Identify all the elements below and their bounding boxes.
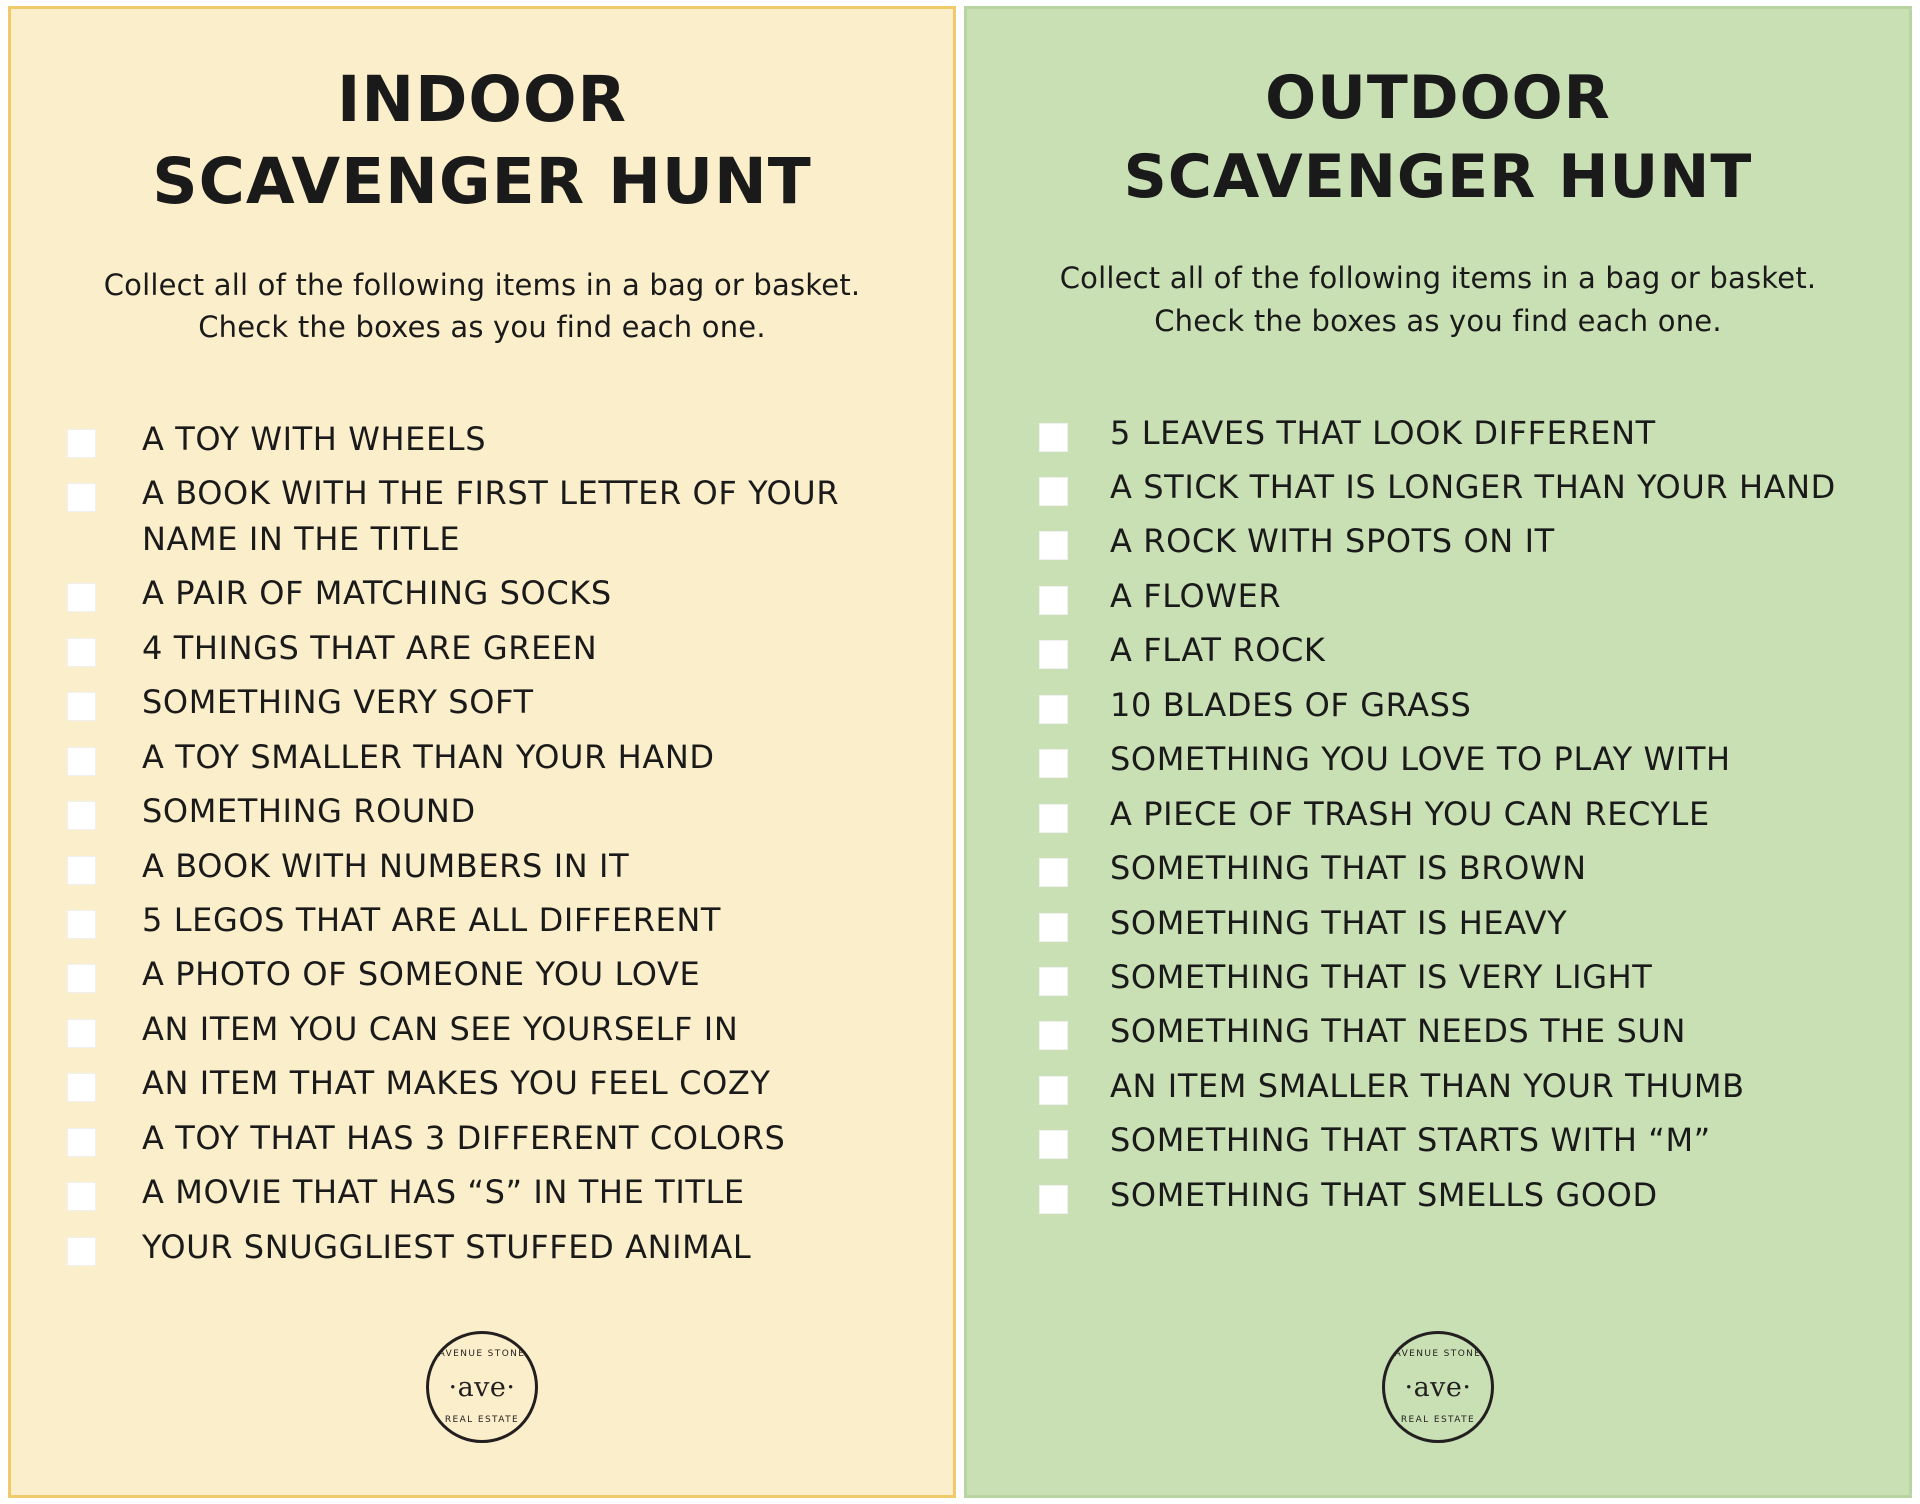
list-item[interactable] (1039, 955, 1879, 1000)
outdoor-card (964, 6, 1912, 1498)
logo-bottom-text: REAL ESTATE (444, 1415, 520, 1425)
list-item-label: SOMETHING THAT STARTS WITH “M” (1110, 1121, 1711, 1160)
list-item-label: AN ITEM SMALLER THAN YOUR THUMB (1110, 1066, 1745, 1105)
list-item-label: SOMETHING THAT IS BROWN (1110, 849, 1587, 888)
outdoor-title-line2: SCAVENGER HUNT (1123, 142, 1753, 213)
brand-logo (426, 1331, 538, 1443)
list-item[interactable] (1039, 846, 1879, 891)
list-item[interactable] (1039, 1173, 1879, 1218)
list-item-label: A BOOK WITH NUMBERS IN IT (142, 846, 630, 885)
list-item[interactable] (67, 1061, 923, 1106)
checkbox-icon[interactable] (67, 1128, 96, 1157)
list-item-label: A ROCK WITH SPOTS ON IT (1110, 522, 1555, 561)
list-item[interactable] (67, 789, 923, 834)
logo-center-text: ·ave· (1404, 1371, 1472, 1403)
logo-top-text: AVENUE STONE (1394, 1349, 1482, 1359)
list-item[interactable] (1039, 465, 1879, 510)
list-item[interactable] (67, 1225, 923, 1270)
list-item[interactable] (67, 1170, 923, 1215)
checkbox-icon[interactable] (67, 638, 96, 667)
indoor-card (8, 6, 956, 1498)
checkbox-icon[interactable] (1039, 531, 1068, 560)
checkbox-icon[interactable] (67, 964, 96, 993)
list-item-label: A BOOK WITH THE FIRST LETTER OF YOUR NAME IN THE TITLE (142, 474, 840, 558)
list-item-label: YOUR SNUGGLIEST STUFFED ANIMAL (142, 1227, 752, 1266)
checkbox-icon[interactable] (67, 747, 96, 776)
list-item[interactable] (1039, 683, 1879, 728)
logo-center-text: ·ave· (448, 1371, 516, 1403)
list-item[interactable] (67, 735, 923, 780)
checkbox-icon[interactable] (67, 1019, 96, 1048)
list-item-label: SOMETHING THAT SMELLS GOOD (1110, 1175, 1658, 1214)
checkbox-icon[interactable] (67, 910, 96, 939)
list-item[interactable] (67, 571, 923, 616)
list-item[interactable] (1039, 1118, 1879, 1163)
outdoor-instruction-line1: Collect all of the following items in a bag or basket. (1059, 261, 1817, 296)
list-item[interactable] (67, 626, 923, 671)
list-item[interactable] (67, 844, 923, 889)
list-item-label: A PIECE OF TRASH YOU CAN RECYLE (1110, 794, 1710, 833)
list-item-label: SOMETHING THAT IS HEAVY (1110, 903, 1568, 942)
list-item[interactable] (67, 417, 923, 462)
checkbox-icon[interactable] (67, 1237, 96, 1266)
list-item-label: 10 BLADES OF GRASS (1110, 685, 1472, 724)
list-item-label: SOMETHING THAT IS VERY LIGHT (1110, 957, 1653, 996)
list-item[interactable] (1039, 411, 1879, 456)
checkbox-icon[interactable] (67, 692, 96, 721)
checkbox-icon[interactable] (67, 801, 96, 830)
list-item-label: A TOY THAT HAS 3 DIFFERENT COLORS (142, 1118, 786, 1157)
list-item-label: A FLAT ROCK (1110, 631, 1326, 670)
list-item[interactable] (67, 898, 923, 943)
list-item[interactable] (67, 1007, 923, 1052)
checkbox-icon[interactable] (1039, 1130, 1068, 1159)
list-item[interactable] (67, 680, 923, 725)
list-item-label: A TOY SMALLER THAN YOUR HAND (142, 737, 715, 776)
list-item[interactable] (1039, 519, 1879, 564)
outdoor-logo-wrap (967, 1331, 1909, 1443)
checkbox-icon[interactable] (1039, 586, 1068, 615)
checkbox-icon[interactable] (1039, 858, 1068, 887)
list-item-label: AN ITEM THAT MAKES YOU FEEL COZY (142, 1064, 771, 1103)
indoor-title-line1: INDOOR (336, 63, 628, 137)
list-item-label: 4 THINGS THAT ARE GREEN (142, 628, 598, 667)
list-item-label: 5 LEGOS THAT ARE ALL DIFFERENT (142, 900, 722, 939)
list-item-label: A PHOTO OF SOMEONE YOU LOVE (142, 955, 701, 994)
list-item-label: A MOVIE THAT HAS “S” IN THE TITLE (142, 1173, 745, 1212)
list-item-label: 5 LEAVES THAT LOOK DIFFERENT (1110, 413, 1656, 452)
checkbox-icon[interactable] (1039, 640, 1068, 669)
list-item[interactable] (67, 952, 923, 997)
checkbox-icon[interactable] (1039, 967, 1068, 996)
indoor-checklist (11, 417, 953, 1279)
list-item-label: A FLOWER (1110, 576, 1282, 615)
brand-logo (1382, 1331, 1494, 1443)
list-item-label: AN ITEM YOU CAN SEE YOURSELF IN (142, 1009, 739, 1048)
list-item-label: SOMETHING ROUND (142, 792, 476, 831)
outdoor-title (1123, 30, 1753, 213)
list-item[interactable] (67, 471, 923, 562)
logo-bottom-text: REAL ESTATE (1400, 1415, 1476, 1425)
outdoor-checklist (967, 411, 1909, 1228)
checkbox-icon[interactable] (67, 429, 96, 458)
checkbox-icon[interactable] (1039, 913, 1068, 942)
list-item[interactable] (67, 1116, 923, 1161)
list-item[interactable] (1039, 737, 1879, 782)
list-item[interactable] (1039, 901, 1879, 946)
checkbox-icon[interactable] (1039, 423, 1068, 452)
checkbox-icon[interactable] (1039, 804, 1068, 833)
checkbox-icon[interactable] (1039, 1185, 1068, 1214)
list-item[interactable] (1039, 1064, 1879, 1109)
list-item-label: A STICK THAT IS LONGER THAN YOUR HAND (1110, 468, 1836, 506)
checkbox-icon[interactable] (1039, 749, 1068, 778)
checkbox-icon[interactable] (67, 1182, 96, 1211)
list-item-label: SOMETHING YOU LOVE TO PLAY WITH (1110, 740, 1731, 779)
outdoor-title-line1: OUTDOOR (1265, 63, 1611, 134)
checkbox-icon[interactable] (1039, 1076, 1068, 1105)
list-item[interactable] (1039, 574, 1879, 619)
indoor-instruction-line2: Check the boxes as you find each one. (198, 309, 766, 344)
list-item[interactable] (1039, 792, 1879, 837)
list-item-label: SOMETHING VERY SOFT (142, 683, 534, 722)
indoor-title-line2: SCAVENGER HUNT (152, 145, 812, 219)
indoor-title (152, 30, 812, 219)
indoor-instructions (104, 264, 861, 348)
checkbox-icon[interactable] (1039, 1021, 1068, 1050)
checkbox-icon[interactable] (67, 583, 96, 612)
checkbox-icon[interactable] (67, 856, 96, 885)
outdoor-instructions (1060, 257, 1817, 341)
outdoor-instruction-line2: Check the boxes as you find each one. (1154, 303, 1722, 338)
list-item-label: A PAIR OF MATCHING SOCKS (142, 574, 612, 613)
logo-top-text: AVENUE STONE (438, 1349, 526, 1359)
list-item-label: SOMETHING THAT NEEDS THE SUN (1110, 1012, 1686, 1051)
indoor-logo-wrap (11, 1331, 953, 1443)
checkbox-icon[interactable] (1039, 477, 1068, 506)
list-item[interactable] (1039, 628, 1879, 673)
list-item[interactable] (1039, 1009, 1879, 1054)
checkbox-icon[interactable] (67, 483, 96, 512)
checkbox-icon[interactable] (1039, 695, 1068, 724)
checkbox-icon[interactable] (67, 1073, 96, 1102)
list-item-label: A TOY WITH WHEELS (142, 420, 487, 459)
indoor-instruction-line1: Collect all of the following items in a bag or basket. (103, 267, 861, 302)
